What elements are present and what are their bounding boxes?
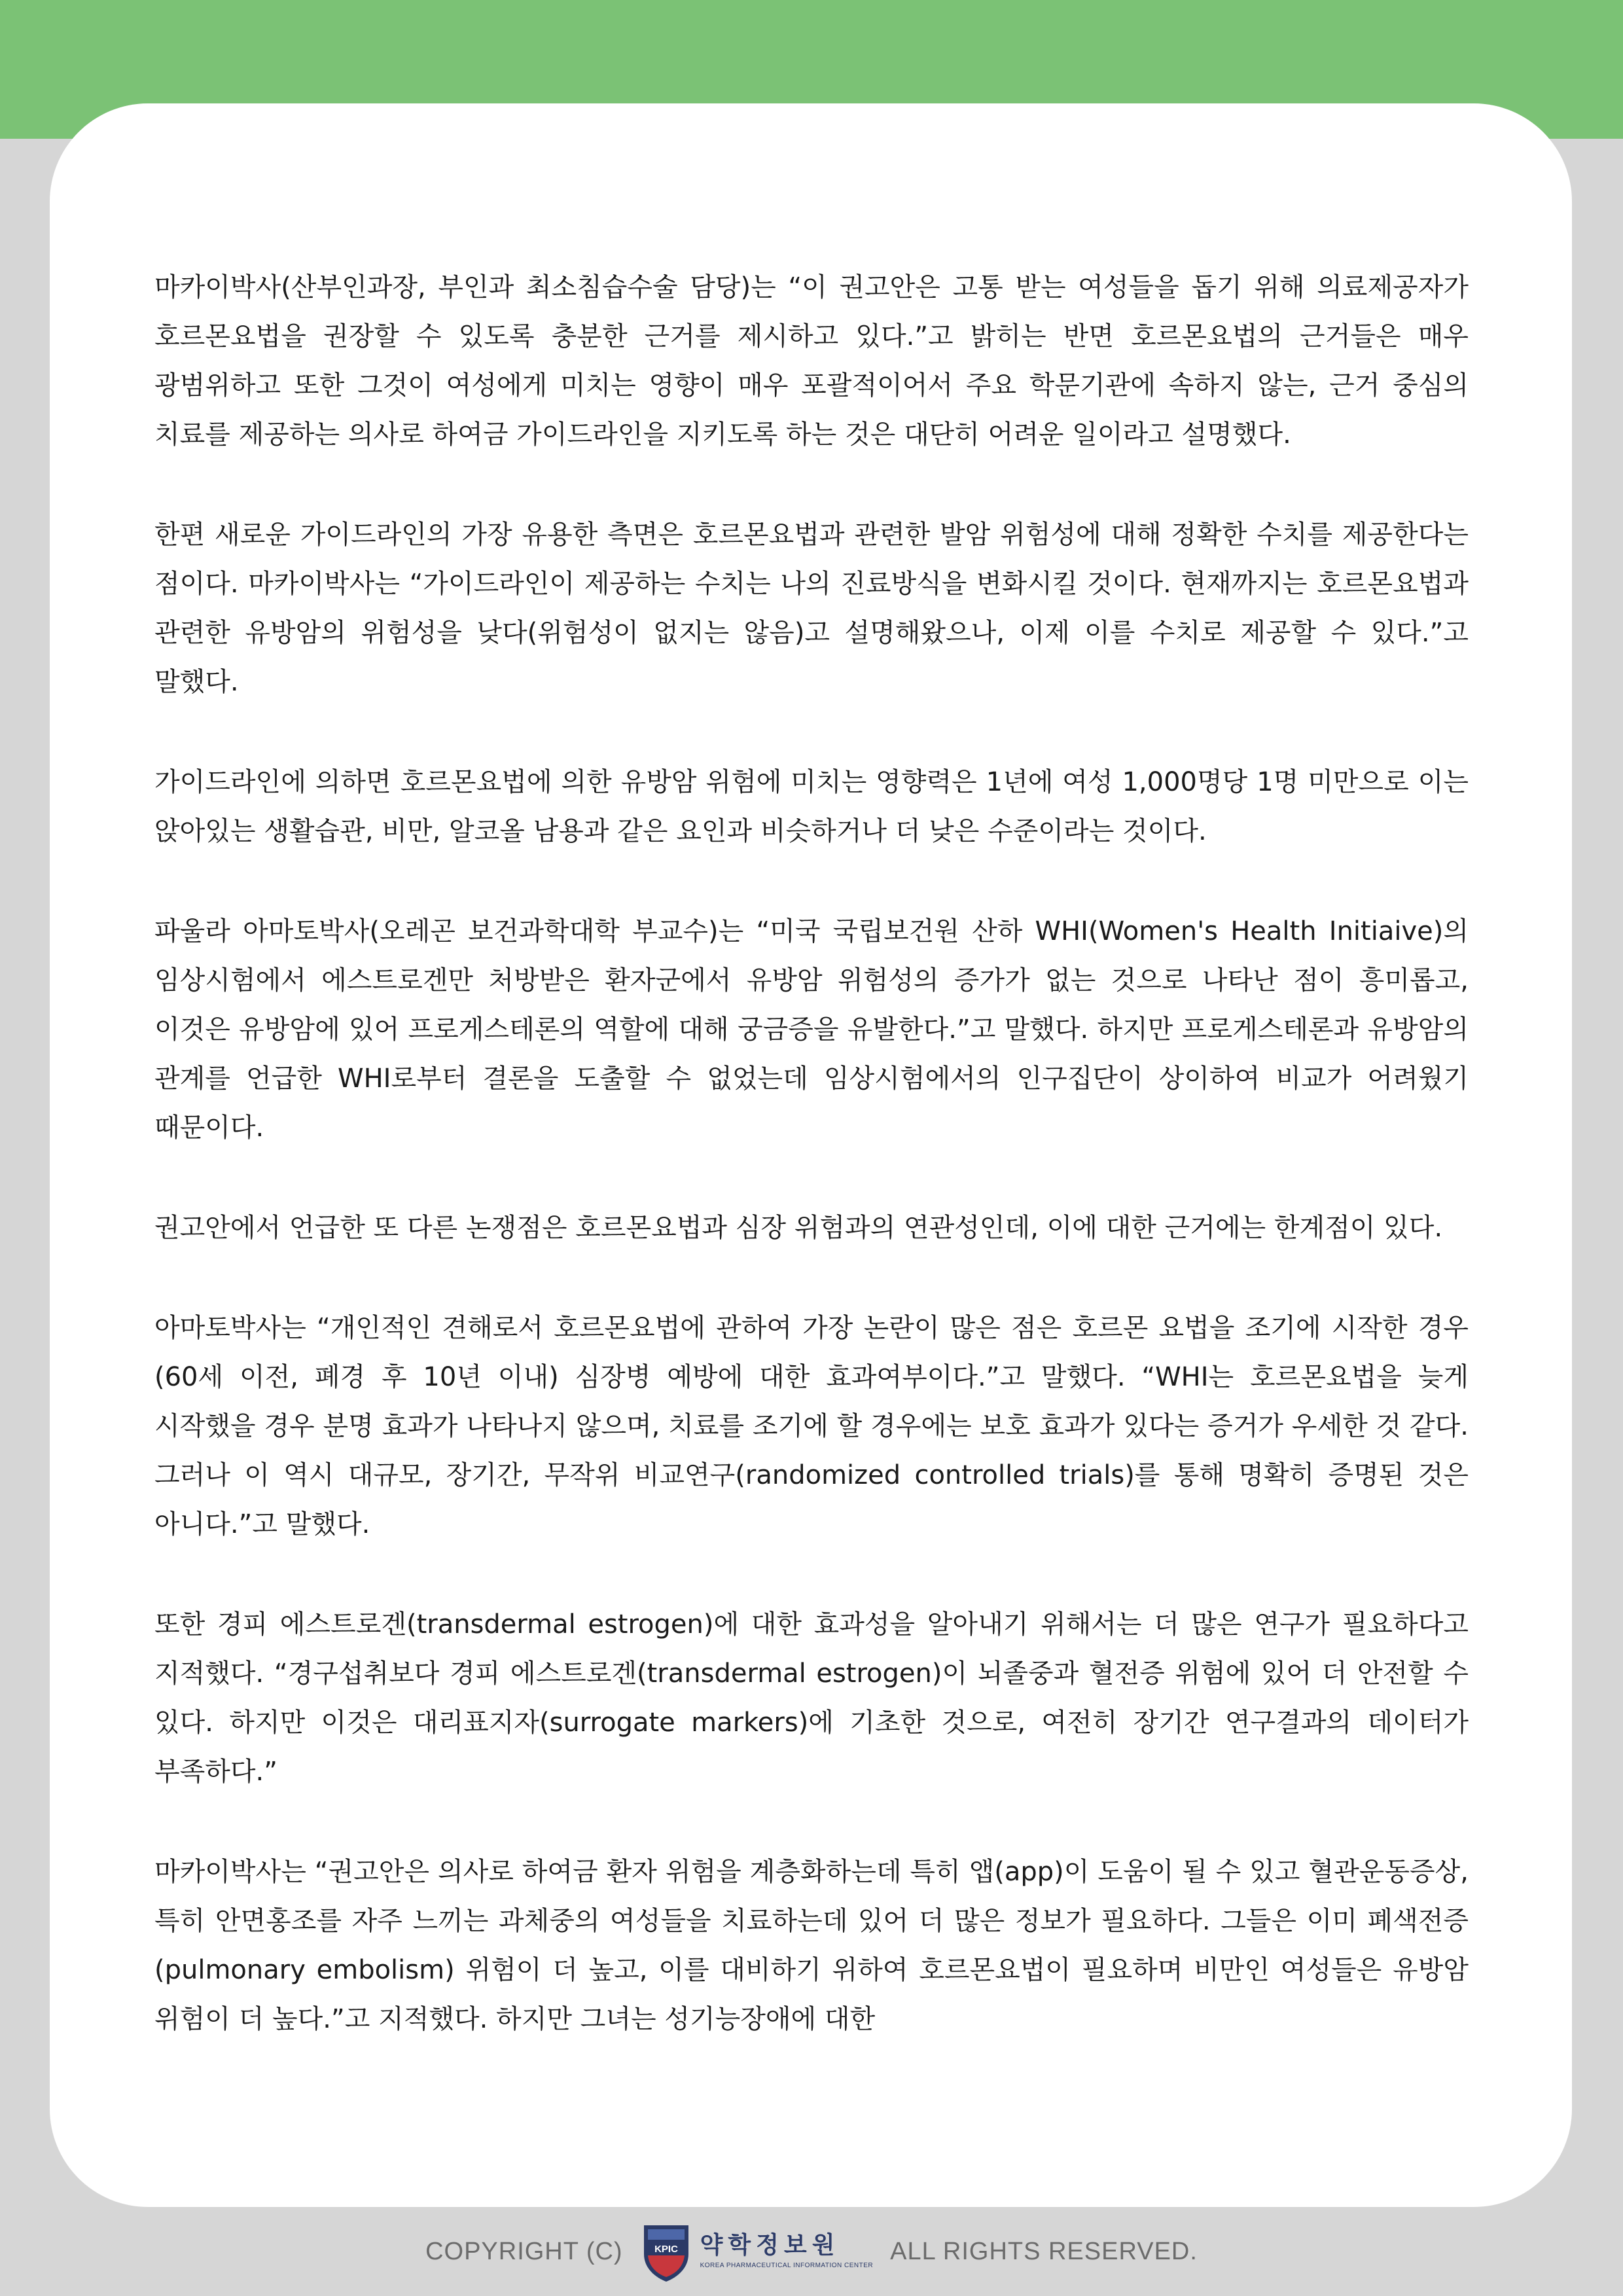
kpic-emblem-icon	[640, 2220, 692, 2283]
copyright-text: COPYRIGHT (C)	[425, 2237, 623, 2265]
paragraph-8: 마카이박사는 “권고안은 의사로 하여금 환자 위험을 계층화하는데 특히 앱(app)이 도움이 될 수 있고 혈관운동증상, 특히 안면홍조를 자주 느끼는 과체중의 여성들을 치료하는데 있어 더 많은 정보가 필요하다. 그들은 이미 폐색전증(pulmonary embolism) 위험이 더 높고, 이를 대비하기 위하여 호르몬요법이 필요하며 비만인 여성들은 유방암 위험이 더 높다.”고 지적했다. 하지만 그녀는 성기능장애에 대한	[154, 1857, 1469, 2034]
paragraph-3: 가이드라인에 의하면 호르몬요법에 의한 유방암 위험에 미치는 영향력은 1년에 여성 1,000명당 1명 미만으로 이는 앉아있는 생활습관, 비만, 알코올 남용과 같은 요인과 비슷하거나 더 낮은 수준이라는 것이다.	[154, 767, 1469, 846]
paragraph-1: 마카이박사(산부인과장, 부인과 최소침습수술 담당)는 “이 권고안은 고통 받는 여성들을 돕기 위해 의료제공자가 호르몬요법을 권장할 수 있도록 충분한 근거를 제시하고 있다.”고 밝히는 반면 호르몬요법의 근거들은 매우 광범위하고 또한 그것이 여성에게 미치는 영향이 매우 포괄적이어서 주요 학문기관에 속하지 않는, 근거 중심의 치료를 제공하는 의사로 하여금 가이드라인을 지키도록 하는 것은 대단히 어려운 일이라고 설명했다.	[154, 272, 1469, 450]
kpic-logo	[640, 2220, 874, 2283]
paragraph-2: 한편 새로운 가이드라인의 가장 유용한 측면은 호르몬요법과 관련한 발암 위험성에 대해 정확한 수치를 제공한다는 점이다. 마카이박사는 “가이드라인이 제공하는 수치는 나의 진료방식을 변화시킬 것이다. 현재까지는 호르몬요법과 관련한 유방암의 위험성을 낮다(위험성이 없지는 않음)고 설명해왔으나, 이제 이를 수치로 제공할 수 있다.”고 말했다.	[154, 520, 1469, 697]
rights-text: ALL RIGHTS RESERVED.	[890, 2237, 1198, 2265]
logo-english-name: KOREA PHARMACEUTICAL INFORMATION CENTER	[700, 2262, 874, 2269]
paragraph-6: 아마토박사는 “개인적인 견해로서 호르몬요법에 관하여 가장 논란이 많은 점은 호르몬 요법을 조기에 시작한 경우(60세 이전, 폐경 후 10년 이내) 심장병 예방에 대한 효과여부이다.”고 말했다. “WHI는 호르몬요법을 늦게 시작했을 경우 분명 효과가 나타나지 않으며, 치료를 조기에 할 경우에는 보호 효과가 있다는 증거가 우세한 것 같다. 그러나 이 역시 대규모, 장기간, 무작위 비교연구(randomized controlled trials)를 통해 명확히 증명된 것은 아니다.”고 말했다.	[154, 1313, 1469, 1539]
article-body	[154, 263, 1469, 2095]
footer	[0, 2207, 1623, 2296]
paragraph-4: 파울라 아마토박사(오레곤 보건과학대학 부교수)는 “미국 국립보건원 산하 WHI(Women's Health Initiaive)의 임상시험에서 에스트로겐만 처방받은 환자군에서 유방암 위험성의 증가가 없는 것으로 나타난 점이 흥미롭고, 이것은 유방암에 있어 프로게스테론의 역할에 대해 궁금증을 유발한다.”고 말했다. 하지만 프로게스테론과 유방암의 관계를 언급한 WHI로부터 결론을 도출할 수 없었는데 임상시험에서의 인구집단이 상이하여 비교가 어려웠기 때문이다.	[154, 916, 1469, 1143]
emblem-label: KPIC	[654, 2244, 678, 2255]
paragraph-5: 권고안에서 언급한 또 다른 논쟁점은 호르몬요법과 심장 위험과의 연관성인데, 이에 대한 근거에는 한계점이 있다.	[154, 1213, 1443, 1243]
paragraph-7: 또한 경피 에스트로겐(transdermal estrogen)에 대한 효과성을 알아내기 위해서는 더 많은 연구가 필요하다고 지적했다. “경구섭취보다 경피 에스트로겐(transdermal estrogen)이 뇌졸중과 혈전증 위험에 있어 더 안전할 수 있다. 하지만 이것은 대리표지자(surrogate markers)에 기초한 것으로, 여전히 장기간 연구결과의 데이터가 부족하다.”	[154, 1609, 1469, 1787]
logo-korean-name: 약학정보원	[700, 2232, 840, 2259]
